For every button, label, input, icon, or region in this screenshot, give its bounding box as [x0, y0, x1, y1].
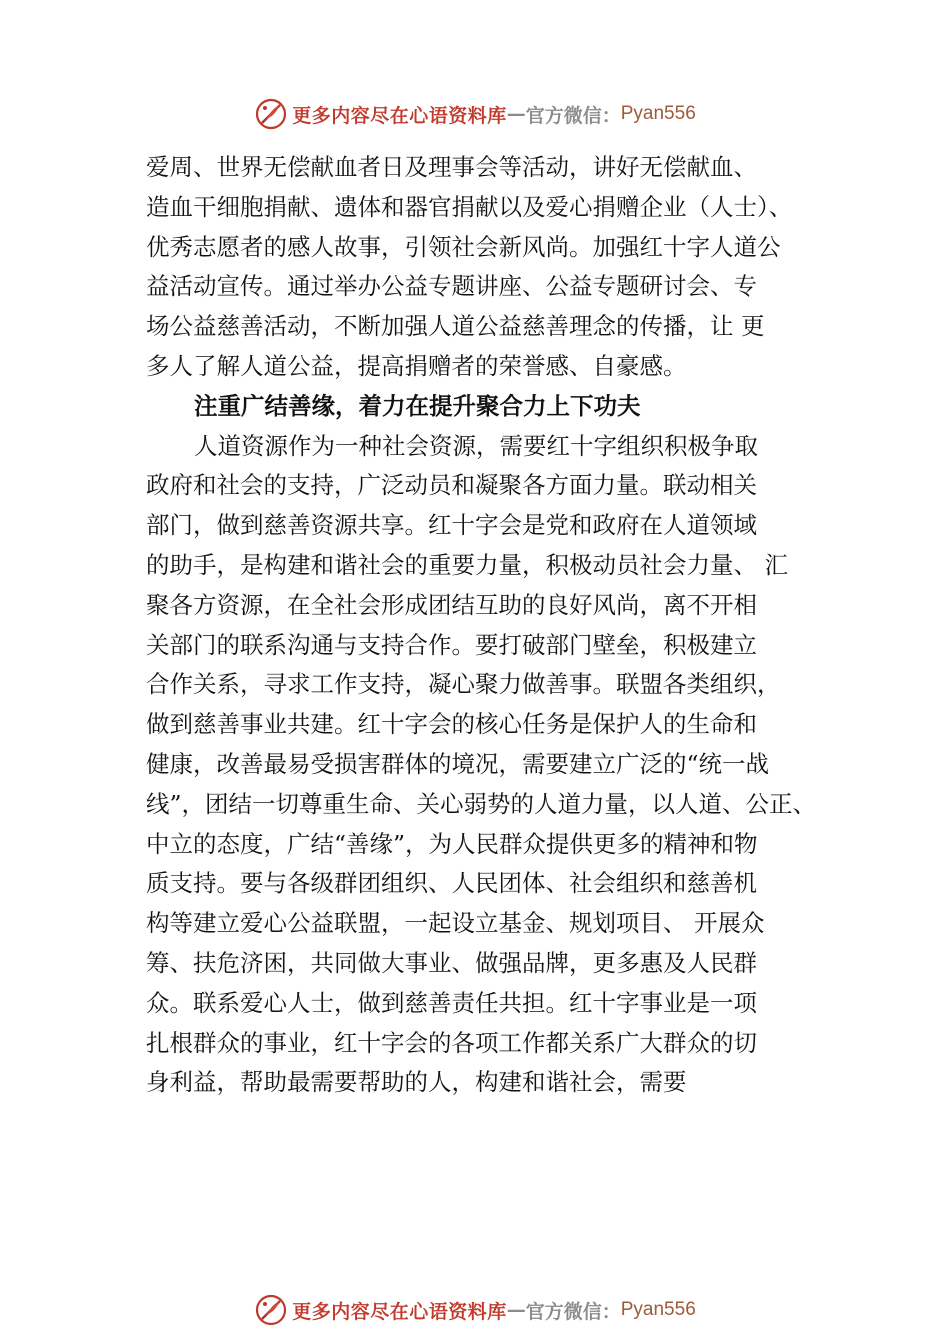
banner-dash: — [506, 1299, 526, 1321]
text-line: 筹、扶危济困，共同做大事业、做强品牌，更多惠及人民群 [146, 948, 757, 977]
text-line: 构等建立爱心公益联盟，一起设立基金、规划项目、 开展众 [146, 909, 765, 938]
text-line: 场公益慈善活动，不断加强人道公益慈善理念的传播，让 更 [146, 312, 765, 341]
text-line: 益活动宣传。通过举办公益专题讲座、公益专题研讨会、专 [146, 272, 757, 301]
footer-banner [0, 1290, 950, 1330]
text-line: 线”，团结一切尊重生命、关心弱势的人道力量，以人道、公正、 [146, 789, 817, 818]
text-line: 质支持。要与各级群团组织、人民团体、社会组织和慈善机 [146, 869, 757, 898]
banner-title: 更多内容尽在心语资料库 [292, 104, 507, 127]
text-line: 政府和社会的支持，广泛动员和凝聚各方面力量。联动相关 [146, 471, 757, 500]
banner-wechat-id: Pyan556 [620, 1299, 696, 1320]
text-line: 优秀志愿者的感人故事，引领社会新风尚。加强红十字人道公 [146, 232, 781, 261]
banner-dash: — [506, 103, 526, 125]
text-line: 身利益，帮助最需要帮助的人，构建和谐社会，需要 [146, 1068, 687, 1097]
text-line: 健康，改善最易受损害群体的境况，需要建立广泛的“统一战 [146, 749, 770, 778]
text-line: 中立的态度，广结“善缘”，为人民群众提供更多的精神和物 [146, 829, 758, 858]
text-line: 人道资源作为一种社会资源，需要红十字组织积极争取 [194, 431, 758, 460]
section-heading: 注重广结善缘，着力在提升聚合力上下功夫 [194, 391, 641, 420]
text-line: 造血干细胞捐献、遗体和器官捐献以及爱心捐赠企业（人士）、 [146, 192, 793, 221]
quill-logo-icon [254, 97, 288, 131]
text-line: 的助手，是构建和谐社会的重要力量，积极动员社会力量、 汇 [146, 550, 788, 579]
text-line: 合作关系，寻求工作支持，凝心聚力做善事。联盟各类组织， [146, 670, 781, 699]
text-line: 多人了解人道公益，提高捐赠者的荣誉感、自豪感。 [146, 351, 687, 380]
quill-logo-icon [254, 1293, 288, 1327]
text-line: 做到慈善事业共建。红十字会的核心任务是保护人的生命和 [146, 710, 757, 739]
text-line: 关部门的联系沟通与支持合作。要打破部门壁垒，积极建立 [146, 630, 757, 659]
banner-title: 更多内容尽在心语资料库 [292, 1300, 507, 1323]
text-line: 爱周、世界无偿献血者日及理事会等活动，讲好无偿献血、 [146, 153, 757, 181]
banner-wechat-id: Pyan556 [620, 103, 696, 124]
header-banner [0, 94, 950, 134]
text-line: 众。联系爱心人士，做到慈善责任共担。红十字事业是一项 [146, 988, 757, 1017]
text-line: 扎根群众的事业，红十字会的各项工作都关系广大群众的切 [146, 1028, 757, 1057]
text-line: 聚各方资源，在全社会形成团结互助的良好风尚，离不开相 [146, 590, 757, 619]
banner-subtitle: 官方微信： [525, 104, 621, 127]
document-body [146, 148, 836, 1103]
text-line: 部门，做到慈善资源共享。红十字会是党和政府在人道领域 [146, 511, 757, 540]
banner-subtitle: 官方微信： [525, 1300, 621, 1323]
